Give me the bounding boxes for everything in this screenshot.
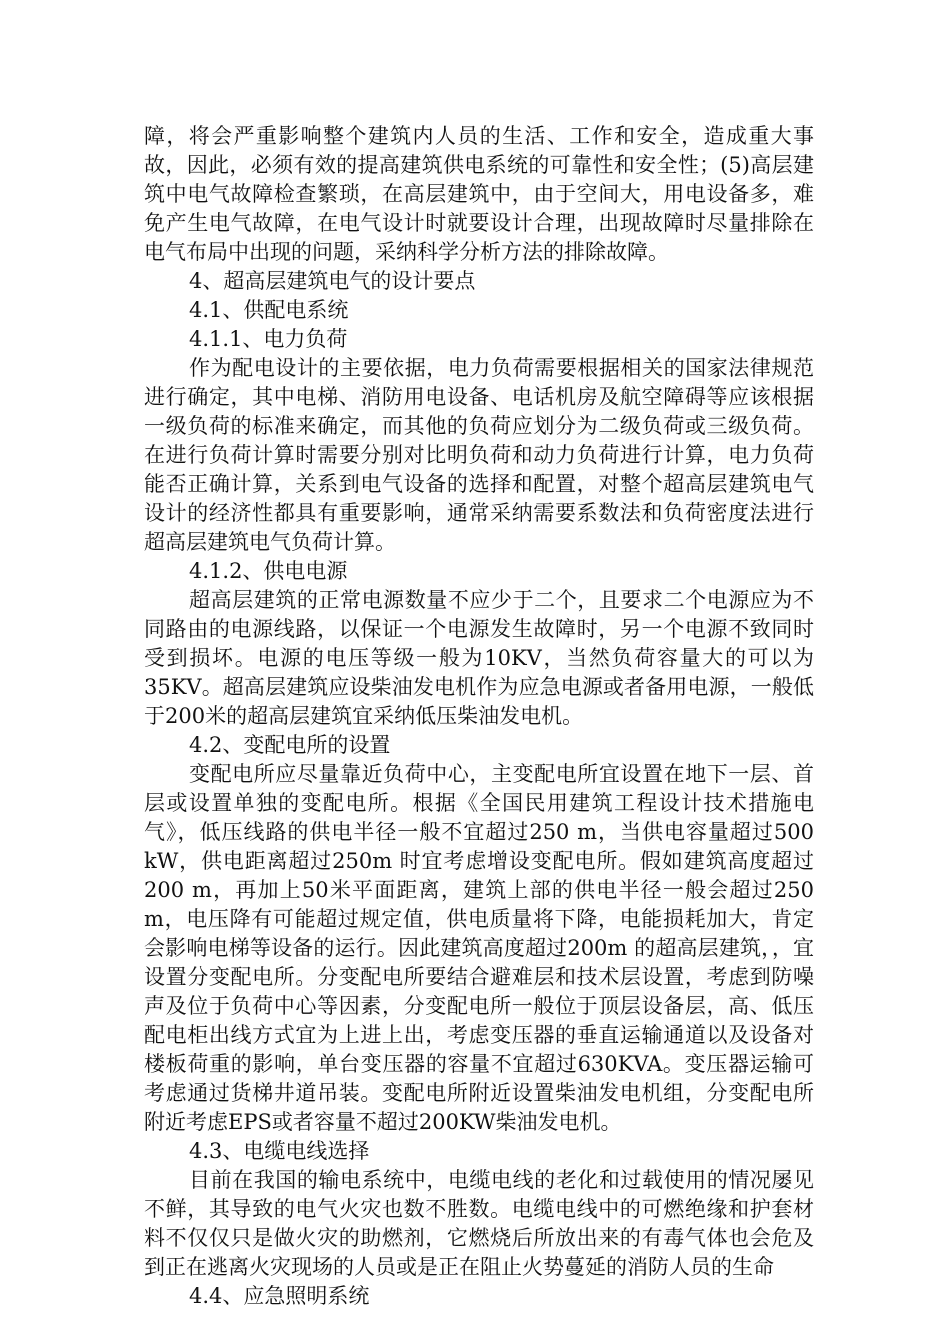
section-heading-4-1-2: 4.1.2、供电电源: [189, 559, 348, 583]
section-heading-4-3: 4.3、电缆电线选择: [189, 1139, 370, 1163]
paragraph-cable-selection: 目前在我国的输电系统中，电缆电线的老化和过载使用的情况屡见不鲜，其导致的电气火灾也数不胜数。电缆电线中的可燃绝缘和护套材料不仅仅只是做火灾的助燃剂，它燃烧后所放出来的有毒气体也会危及到正在逃离火灾现场的人员或是正在阻止火势蔓延的消防人员的生命: [144, 1168, 814, 1279]
section-heading-4-1-1: 4.1.1、电力负荷: [189, 327, 348, 351]
section-heading-4-2: 4.2、变配电所的设置: [189, 733, 391, 757]
section-heading-4-1: 4.1、供配电系统: [189, 298, 349, 322]
paragraph-continued: 障，将会严重影响整个建筑内人员的生活、工作和安全，造成重大事故，因此，必须有效的提高建筑供电系统的可靠性和安全性；(5)高层建筑中电气故障检查繁琐，在高层建筑中，由于空间大，用电设备多，难免产生电气故障，在电气设计时就要设计合理，出现故障时尽量排除在电气布局中出现的问题，采纳科学分析方法的排除故障。: [144, 124, 814, 264]
document-body: [144, 122, 814, 1311]
paragraph-substation: 变配电所应尽量靠近负荷中心，主变配电所宜设置在地下一层、首层或设置单独的变配电所。根据《全国民用建筑工程设计技术措施电气》，低压线路的供电半径一般不宜超过250 m，当供电容量超过500 kW，供电距离超过250m 时宜考虑增设变配电所。假如建筑高度超过200 m，再加上50米平面距离，建筑上部的供电半径一般会超过250 m，电压降有可能超过规定值，供电质量将下降，电能损耗加大，肯定会影响电梯等设备的运行。因此建筑高度超过200m 的超高层建筑，，宜设置分变配电所。分变配电所要结合避难层和技术层设置，考虑到防噪声及位于负荷中心等因素，分变配电所一般位于顶层设备层，高、低压配电柜出线方式宜为上进上出，考虑变压器的垂直运输通道以及设备对楼板荷重的影响，单台变压器的容量不宜超过630KVA。变压器运输可考虑通过货梯井道吊装。变配电所附近设置柴油发电机组，分变配电所附近考虑EPS或者容量不超过200KW柴油发电机。: [144, 762, 814, 1134]
paragraph-power-load: 作为配电设计的主要依据，电力负荷需要根据相关的国家法律规范进行确定，其中电梯、消防用电设备、电话机房及航空障碍等应该根据一级负荷的标准来确定，而其他的负荷应划分为二级负荷或三级负荷。在进行负荷计算时需要分别对比明负荷和动力负荷进行计算，电力负荷能否正确计算，关系到电气设备的选择和配置，对整个超高层建筑电气设计的经济性都具有重要影响，通常采纳需要系数法和负荷密度法进行超高层建筑电气负荷计算。: [144, 356, 814, 554]
section-heading-4: 4、超高层建筑电气的设计要点: [189, 269, 476, 293]
section-heading-4-4: 4.4、应急照明系统: [189, 1284, 370, 1308]
paragraph-power-source: 超高层建筑的正常电源数量不应少于二个，且要求二个电源应为不同路由的电源线路，以保证一个电源发生故障时，另一个电源不致同时受到损坏。电源的电压等级一般为10KV，当然负荷容量大的可以为35KV。超高层建筑应设柴油发电机作为应急电源或者备用电源，一般低于200米的超高层建筑宜采纳低压柴油发电机。: [144, 588, 814, 728]
